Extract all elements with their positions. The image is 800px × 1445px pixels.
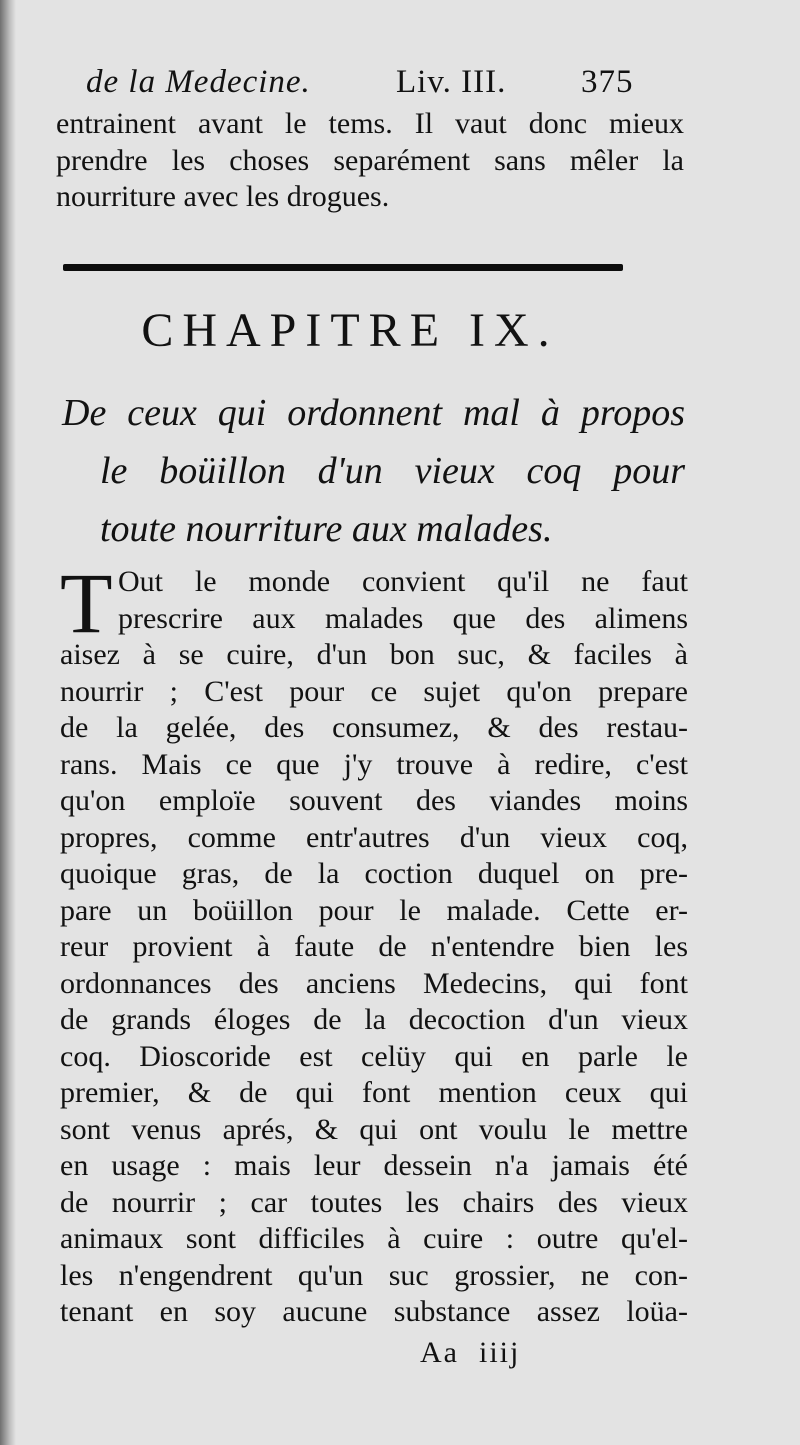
subtitle-line: De ceux qui ordonnent mal à propos: [62, 392, 685, 434]
chapter-body: [60, 564, 688, 1331]
section-divider-rule: [63, 264, 623, 271]
running-head-book: Liv. III.: [396, 64, 507, 100]
drop-cap: T: [60, 555, 113, 651]
text-line: sont venus aprés, & qui ont voulu le mettre: [60, 1112, 688, 1146]
text-line: aisez à se cuire, d'un bon suc, & faciles à: [60, 638, 688, 671]
text-line: reur provient à faute de n'entendre bien les: [60, 930, 688, 963]
text-line: de grands éloges de la decoction d'un vieux: [60, 1003, 688, 1036]
text-line: prendre les choses separément sans mêler la: [56, 143, 684, 177]
subtitle-line: toute nourriture aux malades.: [100, 508, 553, 550]
text-line: qu'on emploïe souvent des viandes moins: [60, 784, 688, 817]
text-line: Out le monde convient qu'il ne faut: [118, 565, 688, 598]
running-head-title: de la Medecine.: [86, 64, 311, 100]
text-line: pare un boüillon pour le malade. Cette er-: [60, 893, 688, 927]
text-line: premier, & de qui font mention ceux qui: [60, 1076, 688, 1109]
text-line: ordonnances des anciens Medecins, qui font: [60, 966, 688, 1000]
text-line: propres, comme entr'autres d'un vieux coq,: [60, 820, 688, 854]
text-line: de nourrir ; car toutes les chairs des vieux: [60, 1185, 688, 1219]
text-line: nourriture avec les drogues.: [56, 180, 390, 213]
chapter-subtitle: [60, 384, 685, 558]
text-line: en usage : mais leur dessein n'a jamais été: [60, 1149, 688, 1182]
text-line: nourrir ; C'est pour ce sujet qu'on prepare: [60, 674, 688, 708]
signature-letters: Aa: [420, 1336, 459, 1369]
text-line: quoique gras, de la coction duquel on pre-: [60, 857, 688, 890]
page-number: 375: [581, 64, 634, 100]
subtitle-line: le boüillon d'un vieux coq pour: [100, 450, 685, 492]
text-line: coq. Dioscoride est celüy qui en parle le: [60, 1039, 688, 1073]
text-line: de la gelée, des consumez, & des restau-: [60, 711, 688, 744]
text-line: tenant en soy aucune substance assez loüa-: [60, 1295, 688, 1328]
continued-paragraph: [56, 106, 684, 216]
chapter-heading: CHAPITRE IX.: [141, 304, 559, 357]
text-line: animaux sont difficiles à cuire : outre qu'el-: [60, 1222, 688, 1255]
signature-mark: [420, 1336, 520, 1370]
text-line: les n'engendrent qu'un suc grossier, ne con-: [60, 1258, 688, 1292]
binding-shadow: [0, 0, 16, 1445]
text-line: rans. Mais ce que j'y trouve à redire, c'est: [60, 747, 688, 781]
text-line: entrainent avant le tems. Il vaut donc mieux: [56, 107, 684, 140]
text-line: prescrire aux malades que des alimens: [118, 601, 688, 635]
signature-number: iiij: [478, 1336, 521, 1369]
